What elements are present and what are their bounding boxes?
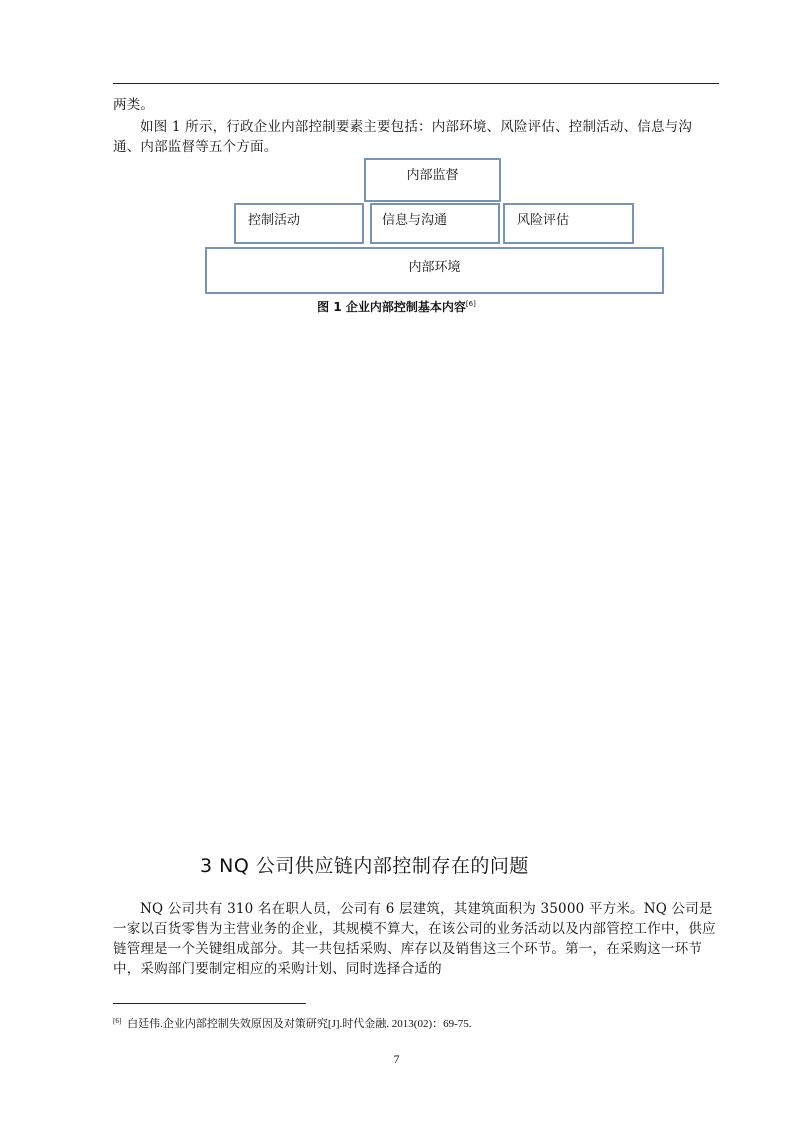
diagram-box-control-activities: 控制活动	[234, 203, 364, 244]
footnote	[113, 1014, 472, 1031]
figure-caption-text: 图 1 企业内部控制基本内容	[317, 300, 466, 314]
section-paragraph: NQ 公司共有 310 名在职人员，公司有 6 层建筑，其建筑面积为 35000 平方米。NQ 公司是一家以百货零售为主营业务的企业，其规模不算大，在该公司的业务活动以及内部管控工作中，供应链管理是一个关键组成部分。其一共包括采购、库存以及销售这三个环节。第一，在采购这一环节中，采购部门要制定相应的采购计划、同时选择合适的	[113, 901, 716, 977]
diagram-box-risk-assessment: 风险评估	[503, 203, 634, 244]
paragraph-line-1: 两类。	[113, 97, 155, 113]
diagram-box-information-communication: 信息与沟通	[370, 203, 500, 244]
diagram-box-internal-supervision: 内部监督	[364, 158, 501, 202]
figure-caption-ref: [6]	[465, 300, 476, 308]
header-rule	[113, 83, 719, 84]
footnote-rule	[113, 1003, 306, 1004]
diagram-box-internal-environment: 内部环境	[205, 247, 664, 294]
paragraph-intro: 如图 1 所示，行政企业内部控制要素主要包括：内部环境、风险评估、控制活动、信息与沟通、内部监督等五个方面。	[113, 119, 693, 155]
figure-caption	[0, 298, 793, 315]
section-heading: 3 NQ 公司供应链内部控制存在的问题	[200, 855, 529, 877]
footnote-text: 白廷伟.企业内部控制失效原因及对策研究[J].时代金融. 2013(02)：69-75.	[127, 1018, 472, 1030]
page-number: 7	[393, 1052, 400, 1066]
footnote-ref: [6]	[113, 1017, 122, 1025]
